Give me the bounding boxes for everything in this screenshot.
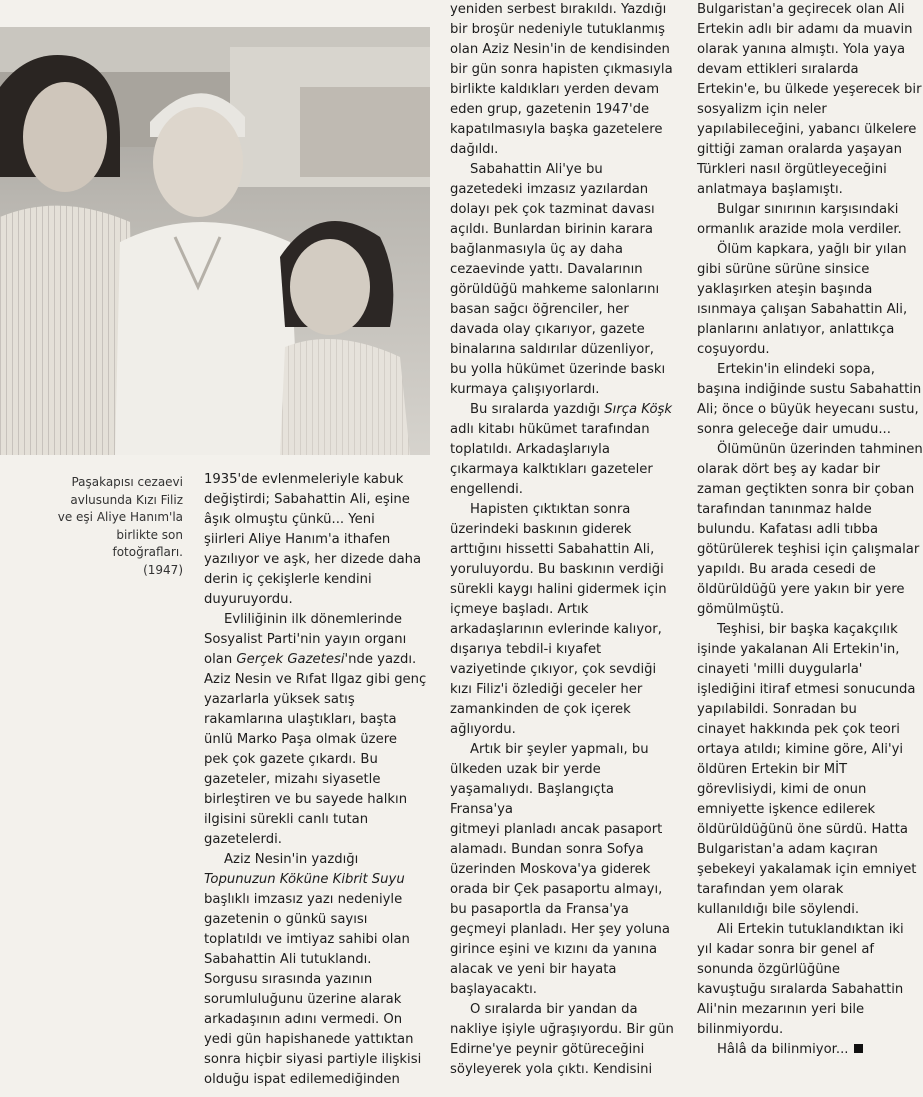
text-line: tarafından yem olarak <box>697 882 844 897</box>
text-line: olarak yanına almıştı. Yola yaya <box>697 42 906 57</box>
text-line: Sosyalist Parti'nin yayın organı <box>204 632 407 647</box>
text-line: pek çok gazete çıkardı. Bu <box>204 752 378 767</box>
text-line: çıkarmaya kalktıkları gazeteler <box>450 462 653 477</box>
text-line: arttığını hissetti Sabahattin Ali, <box>450 542 655 557</box>
paragraph <box>450 740 674 1000</box>
caption-line: fotoğrafları. <box>112 545 183 559</box>
text-span: olan <box>204 652 237 667</box>
paragraph <box>697 240 908 360</box>
text-line: dolayı pek çok tazminat davası <box>450 202 655 217</box>
text-line: kapatılmasıyla başka gazetelere <box>450 122 663 137</box>
caption-line: birlikte son <box>116 527 183 542</box>
text-line: yapılabileceğini, yabancı ülkelere <box>697 122 917 137</box>
text-line: vaziyetinde çıkıyor, çok sevdiği <box>450 662 657 677</box>
text-line: anlatmaya başlamıştı. <box>697 182 843 197</box>
text-line: bağlanmasıyla üç ay daha <box>450 242 623 257</box>
text-line: arkadaşlarının evlerinde kalıyor, <box>450 622 662 637</box>
text-line: yazarlarla yüksek satış <box>204 692 355 707</box>
text-line: görüldüğü mahkeme salonlarını <box>450 282 660 297</box>
paragraph <box>204 850 430 1090</box>
paragraph <box>204 470 430 610</box>
text-line: Ölüm kapkara, yağlı bir yılan <box>717 242 907 257</box>
text-line: zamankinden de çok içerek <box>450 702 631 717</box>
text-line: üzerindeki baskının giderek <box>450 522 632 537</box>
text-line: yapılabildi. Sonradan bu <box>697 702 857 717</box>
text-line: Hâlâ da bilinmiyor... <box>697 1040 900 1060</box>
text-line: Edirne'ye peynir götüreceğini <box>450 1042 645 1057</box>
text-line: üzerinden Moskova'ya giderek <box>450 862 651 877</box>
text-line <box>450 400 674 420</box>
text-line: şiirleri Aliye Hanım'a ithafen <box>204 532 391 547</box>
text-line: Bulgaristan'a geçirecek olan Ali <box>697 2 905 17</box>
text-line: Aziz Nesin ve Rıfat Ilgaz gibi genç <box>204 672 427 687</box>
text-column-3 <box>697 0 923 1060</box>
text-line: öldürüldüğünü öne sürdü. Hatta <box>697 822 908 837</box>
text-line: birleştiren ve bu sayede halkın <box>204 792 408 807</box>
text-line: Ölümünün üzerinden tahminen <box>717 442 923 457</box>
text-line: kızı Filiz'i özlediği geceler her <box>450 682 643 697</box>
text-line: alacak ve yeni bir hayata <box>450 962 617 977</box>
text-line: kullanıldığı bile söylendi. <box>697 902 860 917</box>
text-line: davada olay çıkarıyor, gazete <box>450 322 645 337</box>
text-line: işinde yakalanan Ali Ertekin'in, <box>697 642 900 657</box>
text-line: görevlisiydi, kimi de onun <box>697 782 867 797</box>
text-line: yedi gün hapishanede yattıktan <box>204 1032 414 1047</box>
text-line: Sabahattin Ali tutuklandı. <box>204 952 372 967</box>
text-line: O sıralarda bir yandan da <box>470 1002 638 1017</box>
text-line: öldürüldüğü yere yakın bir yere <box>697 582 905 597</box>
text-column-2 <box>450 0 674 1080</box>
text-line: ünlü Marko Paşa olmak üzere <box>204 732 397 747</box>
text-line: Sabahattin Ali'ye bu <box>470 162 603 177</box>
text-line: olan Aziz Nesin'in de kendisinden <box>450 42 670 57</box>
paragraph <box>697 440 923 620</box>
text-line: âşık olmuştu çünkü... Yeni <box>204 512 375 527</box>
text-line: başlıklı imzasız yazı nedeniyle <box>204 892 403 907</box>
text-line: cinayeti 'milli duygularla' <box>697 662 863 677</box>
text-line: başlayacaktı. <box>450 982 537 997</box>
text-line: toplatıldı ve imtiyaz sahibi olan <box>204 932 410 947</box>
text-line <box>204 870 430 890</box>
text-line: rakamlarına ulaştıkları, başta <box>204 712 397 727</box>
text-line: yoruluyordu. Bu baskının verdiği <box>450 562 664 577</box>
text-line: bulundu. Kafatası adli tıbba <box>697 522 879 537</box>
text-line: yapıldı. Bu arada cesedi de <box>697 562 876 577</box>
text-line: arkadaşının adını vermedi. On <box>204 1012 403 1027</box>
text-line: Hapisten çıktıktan sonra <box>470 502 631 517</box>
text-line: ağlıyordu. <box>450 722 516 737</box>
text-line: Bulgar sınırının karşısındaki <box>717 202 899 217</box>
text-line: gömülmüştü. <box>697 602 785 617</box>
paragraph <box>450 500 674 740</box>
text-line: sürekli kaygı halini gidermek için <box>450 582 667 597</box>
text-line: yaklaşırken ateşin başında <box>697 282 873 297</box>
text-line: cinayet hakkında pek çok teori <box>697 722 900 737</box>
paragraph <box>204 610 430 850</box>
text-line: bu pasaportla da Fransa'ya <box>450 902 629 917</box>
caption-line: ve eşi Aliye Hanım'la <box>57 510 183 524</box>
text-line: kurmaya çalışıyorlardı. <box>450 382 600 397</box>
text-line: işlediğini itiraf etmesi sonucunda <box>697 682 916 697</box>
text-line: sonra hiçbir siyasi partiyle ilişkisi <box>204 1052 422 1067</box>
text-line: engellendi. <box>450 482 523 497</box>
text-span: Bu sıralarda yazdığı <box>470 402 605 417</box>
text-line: sorumluluğunu üzerine alarak <box>204 992 402 1007</box>
caption-line: (1947) <box>143 562 183 577</box>
text-line: kavuştuğu sıralarda Sabahattin <box>697 982 904 997</box>
italic-title: Sırça Köşk <box>604 402 673 417</box>
text-line <box>204 650 430 670</box>
text-line: sosyalizm için neler <box>697 102 827 117</box>
text-line: cezaevinde yattı. Davalarının <box>450 262 643 277</box>
text-line: Ali Ertekin tutuklandıktan iki <box>717 922 904 937</box>
text-line: şebekeyi yakalamak için emniyet <box>697 862 917 877</box>
paragraph <box>697 920 904 1040</box>
text-line: coşuyordu. <box>697 342 770 357</box>
text-line: açıldı. Bunlardan birinin karara <box>450 222 653 237</box>
text-line: gazetenin o günkü sayısı <box>204 912 368 927</box>
text-line: içmeye başladı. Artık <box>450 602 589 617</box>
paragraph <box>697 620 917 920</box>
text-line: Ali'nin mezarının yeri bile <box>697 1002 865 1017</box>
text-line: Evliliğinin ilk dönemlerinde <box>224 612 403 627</box>
text-line: yeniden serbest bırakıldı. Yazdığı <box>450 2 667 17</box>
text-line: nakliye işiyle uğraşıyordu. Bir gün <box>450 1022 674 1037</box>
text-line: girince eşini ve kızını da yanına <box>450 942 658 957</box>
text-line: ortaya atıldı; kimine göre, Ali'yi <box>697 742 904 757</box>
caption-line: Paşakapısı cezaevi <box>71 475 183 489</box>
archival-photo <box>0 27 430 455</box>
text-line: bir broşür nedeniyle tutuklanmış <box>450 22 665 37</box>
text-line: tarafından tanınmaz halde <box>697 502 872 517</box>
text-line: dışarıya tebdil-i kıyafet <box>450 642 602 657</box>
text-line: emniyette işkence edilerek <box>697 802 876 817</box>
paragraph <box>450 1000 674 1080</box>
text-line: Teşhisi, bir başka kaçakçılık <box>717 622 898 637</box>
text-line: Bulgaristan'a adam kaçıran <box>697 842 878 857</box>
text-line: duyuruyordu. <box>204 592 293 607</box>
text-line: zaman geçtikten sonra bir çoban <box>697 482 915 497</box>
text-line: Artık bir şeyler yapmalı, bu <box>470 742 649 757</box>
text-line: geçmeyi planladı. Her şey yoluna <box>450 922 670 937</box>
text-line: gazetedeki imzasız yazılardan <box>450 182 649 197</box>
text-line: öldüren Ertekin bir MİT <box>697 762 848 777</box>
text-line: bu yolla hükümet üzerinde baskı <box>450 362 666 377</box>
text-line: 1935'de evlenmeleriyle kabuk <box>204 472 404 487</box>
text-line: Aziz Nesin'in yazdığı <box>224 852 359 867</box>
text-line: derin iç çekişlerle kendini <box>204 572 372 587</box>
paragraph <box>450 0 674 160</box>
text-line: Ertekin adlı bir adamı da muavin <box>697 22 913 37</box>
end-of-article-mark <box>854 1044 863 1053</box>
photo-caption <box>8 474 183 579</box>
text-line: dağıldı. <box>450 142 499 157</box>
text-line: devam ettikleri sıralarda <box>697 62 859 77</box>
paragraph <box>450 160 674 400</box>
text-line: Türkleri nasıl örgütleyeceğini <box>697 162 887 177</box>
italic-title: Topunuzun Köküne Kibrit Suyu <box>204 872 405 887</box>
text-line: gazetelerdi. <box>204 832 282 847</box>
paragraph <box>697 0 922 200</box>
text-line: binalarına saldırılar düzenliyor, <box>450 342 654 357</box>
paragraph <box>697 360 922 440</box>
paragraph <box>697 1040 900 1060</box>
text-line: planlarını anlatıyor, anlattıkça <box>697 322 895 337</box>
text-line: ormanlık arazide mola verdiler. <box>697 222 902 237</box>
text-line: birlikte kaldıkları yerden devam <box>450 82 660 97</box>
text-line: Ertekin'e, bu ülkede yeşerecek bir <box>697 82 922 97</box>
text-line: Ali; önce o büyük heyecanı sustu, <box>697 402 919 417</box>
text-line: değiştirdi; Sabahattin Ali, eşine <box>204 492 410 507</box>
text-line: başına indiğinde sustu Sabahattin <box>697 382 922 397</box>
text-line: yaşamalıydı. Başlangıçta Fransa'ya <box>450 782 614 817</box>
text-line: basan sağcı öğrenciler, her <box>450 302 629 317</box>
text-line: olduğu ispat edilemediğinden <box>204 1072 400 1087</box>
text-line: bilinmiyordu. <box>697 1022 784 1037</box>
caption-line: avlusunda Kızı Filiz <box>70 492 183 507</box>
text-line: götürülerek teşhisi için çalışmalar <box>697 542 920 557</box>
text-line: adlı kitabı hükümet tarafından <box>450 422 650 437</box>
text-line: eden grup, gazetenin 1947'de <box>450 102 650 117</box>
text-line: olarak dört beş ay kadar bir <box>697 462 881 477</box>
text-line: sonra geleceğe dair umudu... <box>697 422 891 437</box>
text-line: yıl kadar sonra bir genel af <box>697 942 875 957</box>
text-line: yazılıyor ve aşk, her dizede daha <box>204 552 422 567</box>
text-line: gibi sürüne sürüne sinsice <box>697 262 870 277</box>
italic-title: Gerçek Gazetesi <box>236 652 345 667</box>
text-line: sonunda özgürlüğüne <box>697 962 841 977</box>
text-line: söyleyerek yola çıktı. Kendisini <box>450 1062 653 1077</box>
text-line: orada bir Çek pasaportu almayı, <box>450 882 663 897</box>
text-line: Sorgusu sırasında yazının <box>204 972 373 987</box>
photo-illustration <box>0 27 430 455</box>
paragraph <box>697 200 900 240</box>
text-line: gazeteler, mizahı siyasetle <box>204 772 381 787</box>
text-line: gitmeyi planladı ancak pasaport <box>450 822 663 837</box>
text-span: 'nde yazdı. <box>344 652 417 667</box>
text-line: alamadı. Bundan sonra Sofya <box>450 842 644 857</box>
text-line: bir gün sonra hapisten çıkmasıyla <box>450 62 673 77</box>
text-line: toplatıldı. Arkadaşlarıyla <box>450 442 610 457</box>
text-line: ilgisini sürekli canlı tutan <box>204 812 369 827</box>
text-column-1 <box>204 470 430 1090</box>
text-line: gittiği zaman oralarda yaşayan <box>697 142 902 157</box>
text-line: ülkeden uzak bir yerde <box>450 762 601 777</box>
text-line: Ertekin'in elindeki sopa, <box>717 362 875 377</box>
text-line: ısınmaya çalışan Sabahattin Ali, <box>697 302 908 317</box>
paragraph <box>450 400 674 500</box>
